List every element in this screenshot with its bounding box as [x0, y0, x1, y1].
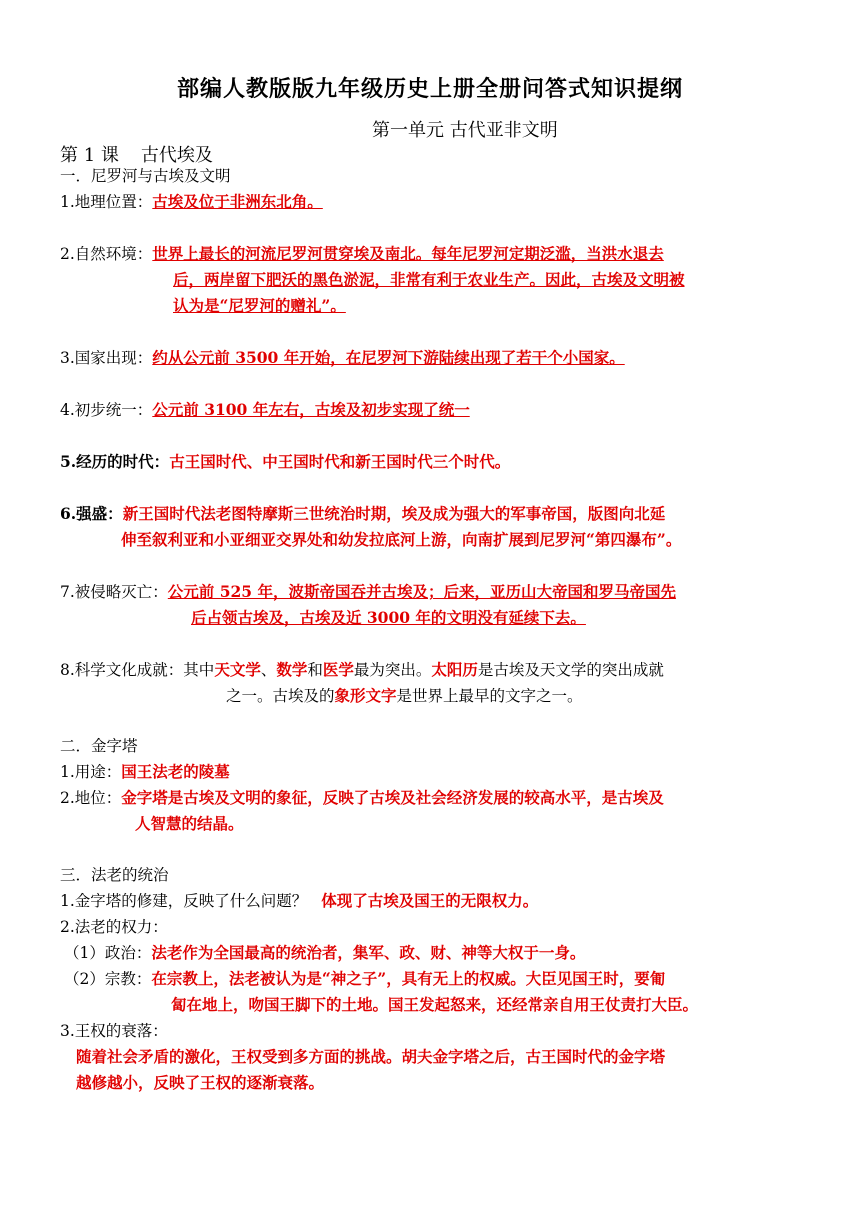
highlight-term: 天文学 — [214, 660, 261, 679]
section-heading-nile: 一．尼罗河与古埃及文明 — [60, 167, 231, 185]
item-pharaoh-power: 2.法老的权力： — [60, 918, 168, 936]
document-title: 部编人教版版九年级历史上册全册问答式知识提纲 — [176, 76, 683, 102]
item-label: 1.用途： — [60, 763, 122, 781]
item-prosperity — [60, 501, 665, 527]
item-answer: 古王国时代、中王国时代和新王国时代三个时代。 — [169, 452, 511, 471]
item-political — [64, 940, 585, 966]
item-answer-line: 伸至叙利亚和小亚细亚交界处和幼发拉底河上游，向南扩展到尼罗河“第四瀑布”。 — [121, 530, 682, 549]
item-environment — [60, 241, 664, 267]
highlight-term: 象形文字 — [334, 686, 397, 705]
text-run: 和 — [307, 661, 323, 679]
section-heading-pharaoh: 三．法老的统治 — [60, 866, 169, 884]
item-pyramid-question — [60, 888, 538, 914]
item-answer-line: 人智慧的结晶。 — [135, 814, 244, 833]
item-answer-line: 世界上最长的河流尼罗河贯穿埃及南北。每年尼罗河定期泛滥，当洪水退去 — [152, 244, 664, 263]
item-label: 2.地位： — [60, 789, 122, 807]
highlight-term: 太阳历 — [431, 660, 478, 679]
item-answer-line: 后，两岸留下肥沃的黑色淤泥，非常有利于农业生产。因此，古埃及文明被 — [173, 270, 685, 289]
highlight-term: 数学 — [276, 660, 308, 679]
item-answer-line: 公元前 525 年，波斯帝国吞并古埃及；后来，亚历山大帝国和罗马帝国先 — [167, 582, 676, 601]
text-run: 最为突出。 — [353, 661, 432, 679]
item-label: （2）宗教： — [64, 970, 152, 988]
item-answer: 古埃及位于非洲东北角。 — [152, 192, 323, 211]
item-geography — [60, 189, 323, 215]
item-status — [60, 785, 664, 811]
item-decline: 3.王权的衰落： — [60, 1022, 168, 1040]
text-run: 、 — [260, 661, 277, 679]
item-unification — [60, 397, 470, 423]
item-label: 1.地理位置： — [60, 193, 153, 211]
item-label: 6.强盛： — [60, 504, 123, 523]
item-achievements — [60, 657, 664, 683]
item-answer-line: 认为是“尼罗河的赠礼”。 — [173, 296, 346, 315]
lesson-name: 古代埃及 — [140, 145, 213, 166]
text-run: 之一。古埃及的 — [226, 687, 335, 705]
item-label: 4.初步统一： — [60, 401, 153, 419]
text-run: 是世界上最早的文字之一。 — [396, 687, 583, 705]
item-answer: 法老作为全国最高的统治者，集军、政、财、神等大权于一身。 — [151, 943, 586, 962]
item-purpose — [60, 759, 230, 785]
item-label: 8.科学文化成就： — [60, 661, 184, 679]
highlight-term: 医学 — [322, 660, 354, 679]
item-answer: 体现了古埃及国王的无限权力。 — [321, 891, 539, 910]
item-answer-line: 在宗教上，法老被认为是“神之子”，具有无上的权威。大臣见国王时，要匍 — [151, 969, 666, 988]
item-invasion — [60, 579, 676, 605]
item-answer-line: 后占领古埃及，古埃及近 3000 年的文明没有延续下去。 — [191, 608, 586, 627]
item-label: 2.自然环境： — [60, 245, 153, 263]
item-label: 3.国家出现： — [60, 349, 153, 367]
section-heading-pyramids: 二．金字塔 — [60, 737, 138, 755]
item-answer: 国王法老的陵墓 — [121, 762, 230, 781]
item-label: （1）政治： — [64, 944, 152, 962]
item-answer-line: 匐在地上，吻国王脚下的土地。国王发起怒来，还经常亲自用王仗责打大臣。 — [171, 995, 699, 1014]
item-answer-line: 新王国时代法老图特摩斯三世统治时期，埃及成为强大的军事帝国，版图向北延 — [122, 504, 666, 523]
item-religious — [64, 966, 665, 992]
text-run: 其中 — [183, 661, 215, 679]
item-answer: 公元前 3100 年左右，古埃及初步实现了统一 — [152, 400, 470, 419]
item-label: 5.经历的时代： — [60, 452, 170, 471]
item-label: 7.被侵略灭亡： — [60, 583, 168, 601]
item-eras — [60, 449, 510, 475]
item-answer-line: 越修越小，反映了王权的逐渐衰落。 — [76, 1073, 325, 1092]
item-label: 1.金字塔的修建，反映了什么问题？ — [60, 892, 308, 910]
item-answer-line: 金字塔是古埃及文明的象征，反映了古埃及社会经济发展的较高水平，是古埃及 — [121, 788, 664, 807]
item-achievements-cont — [226, 683, 583, 709]
unit-title: 第一单元 古代亚非文明 — [372, 120, 558, 141]
item-answer-line: 随着社会矛盾的激化，王权受到多方面的挑战。胡夫金字塔之后，古王国时代的金字塔 — [76, 1047, 666, 1066]
item-state-emergence — [60, 345, 625, 371]
text-run: 是古埃及天文学的突出成就 — [477, 661, 664, 679]
lesson-number: 第 1 课 — [60, 145, 119, 166]
item-answer: 约从公元前 3500 年开始，在尼罗河下游陆续出现了若干个小国家。 — [152, 348, 625, 367]
